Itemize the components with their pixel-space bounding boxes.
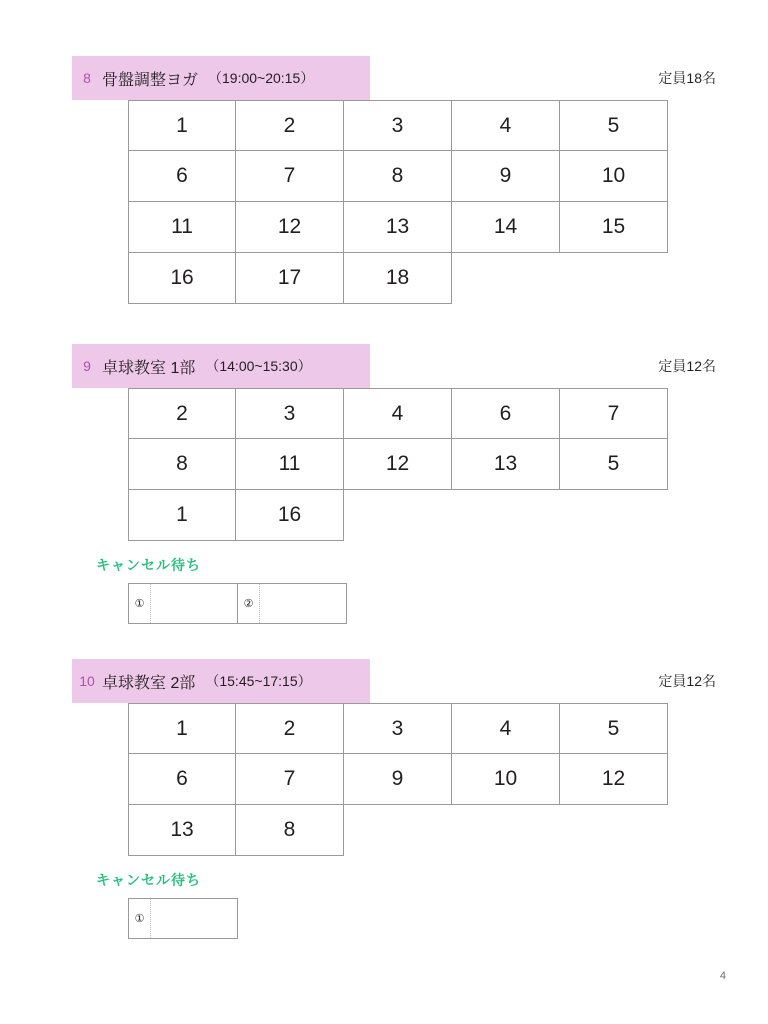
section-header-band <box>72 659 370 703</box>
participant-number-cell: 12 <box>344 439 452 490</box>
participant-number-cell: 6 <box>128 151 236 202</box>
page-number: 4 <box>719 970 726 982</box>
section-header <box>0 56 768 100</box>
participant-number-cell: 5 <box>560 100 668 151</box>
class-section <box>0 344 768 624</box>
participant-number-cell: 1 <box>128 100 236 151</box>
participant-number-cell: 1 <box>128 703 236 754</box>
participant-number-cell: 3 <box>344 703 452 754</box>
participant-number-cell: 6 <box>452 388 560 439</box>
participant-number-cell: 17 <box>236 253 344 304</box>
participant-number-cell: 4 <box>452 703 560 754</box>
participant-number-cell: 9 <box>344 754 452 805</box>
participant-number-cell: 8 <box>236 805 344 856</box>
participant-number-cell: 10 <box>452 754 560 805</box>
participant-number-cell: 3 <box>344 100 452 151</box>
cancel-wait-slot-marker: ① <box>129 899 151 938</box>
participant-number-cell: 1 <box>128 490 236 541</box>
cancel-wait-slot-value <box>260 584 346 623</box>
participant-number-cell: 2 <box>236 703 344 754</box>
participant-number-grid <box>128 100 718 304</box>
cancel-wait-slot <box>238 584 347 624</box>
section-number: 10 <box>79 673 95 689</box>
cancel-wait-grid <box>128 898 238 939</box>
class-section <box>0 56 768 304</box>
participant-number-cell: 8 <box>128 439 236 490</box>
participant-number-cell: 16 <box>236 490 344 541</box>
cancel-wait-slot-marker: ② <box>238 584 260 623</box>
participant-number-cell: 11 <box>128 202 236 253</box>
participant-number-cell: 12 <box>236 202 344 253</box>
cancel-wait-slot-marker: ① <box>129 584 151 623</box>
section-capacity: 定員18名 <box>658 70 716 86</box>
cancel-wait-slot-value <box>151 899 237 938</box>
section-header <box>0 659 768 703</box>
participant-number-cell: 13 <box>344 202 452 253</box>
participant-number-cell: 13 <box>452 439 560 490</box>
participant-number-grid <box>128 388 718 541</box>
participant-number-cell: 13 <box>128 805 236 856</box>
section-number: 8 <box>83 70 91 86</box>
section-title: 骨盤調整ヨガ <box>102 71 199 89</box>
cancel-wait-grid <box>128 583 347 624</box>
participant-number-cell: 4 <box>344 388 452 439</box>
participant-number-cell: 8 <box>344 151 452 202</box>
section-time: （19:00~20:15） <box>208 70 315 86</box>
cancel-wait-slot-value <box>151 584 237 623</box>
participant-number-cell: 5 <box>560 703 668 754</box>
participant-number-cell: 2 <box>128 388 236 439</box>
section-title: 卓球教室 2部 <box>102 674 196 692</box>
participant-number-cell: 7 <box>560 388 668 439</box>
section-header <box>0 344 768 388</box>
cancel-wait-slot <box>129 899 238 939</box>
section-title: 卓球教室 1部 <box>102 359 196 377</box>
participant-number-cell: 2 <box>236 100 344 151</box>
participant-number-cell: 15 <box>560 202 668 253</box>
participant-number-cell: 4 <box>452 100 560 151</box>
section-header-band <box>72 56 370 100</box>
class-section <box>0 659 768 939</box>
participant-number-cell: 7 <box>236 754 344 805</box>
section-capacity: 定員12名 <box>658 358 716 374</box>
participant-number-cell: 9 <box>452 151 560 202</box>
cancel-wait-slot <box>129 584 238 624</box>
participant-number-cell: 6 <box>128 754 236 805</box>
participant-number-cell: 12 <box>560 754 668 805</box>
section-time: （15:45~17:15） <box>205 673 312 689</box>
section-time: （14:00~15:30） <box>205 358 312 374</box>
cancel-wait-label: キャンセル待ち <box>96 872 201 888</box>
participant-number-cell: 16 <box>128 253 236 304</box>
participant-number-cell: 3 <box>236 388 344 439</box>
participant-number-cell: 11 <box>236 439 344 490</box>
cancel-wait-label: キャンセル待ち <box>96 557 201 573</box>
participant-number-cell: 7 <box>236 151 344 202</box>
section-header-band <box>72 344 370 388</box>
participant-number-cell: 5 <box>560 439 668 490</box>
section-capacity: 定員12名 <box>658 673 716 689</box>
participant-number-grid <box>128 703 718 856</box>
section-number: 9 <box>83 358 91 374</box>
participant-number-cell: 18 <box>344 253 452 304</box>
participant-number-cell: 14 <box>452 202 560 253</box>
participant-number-cell: 10 <box>560 151 668 202</box>
